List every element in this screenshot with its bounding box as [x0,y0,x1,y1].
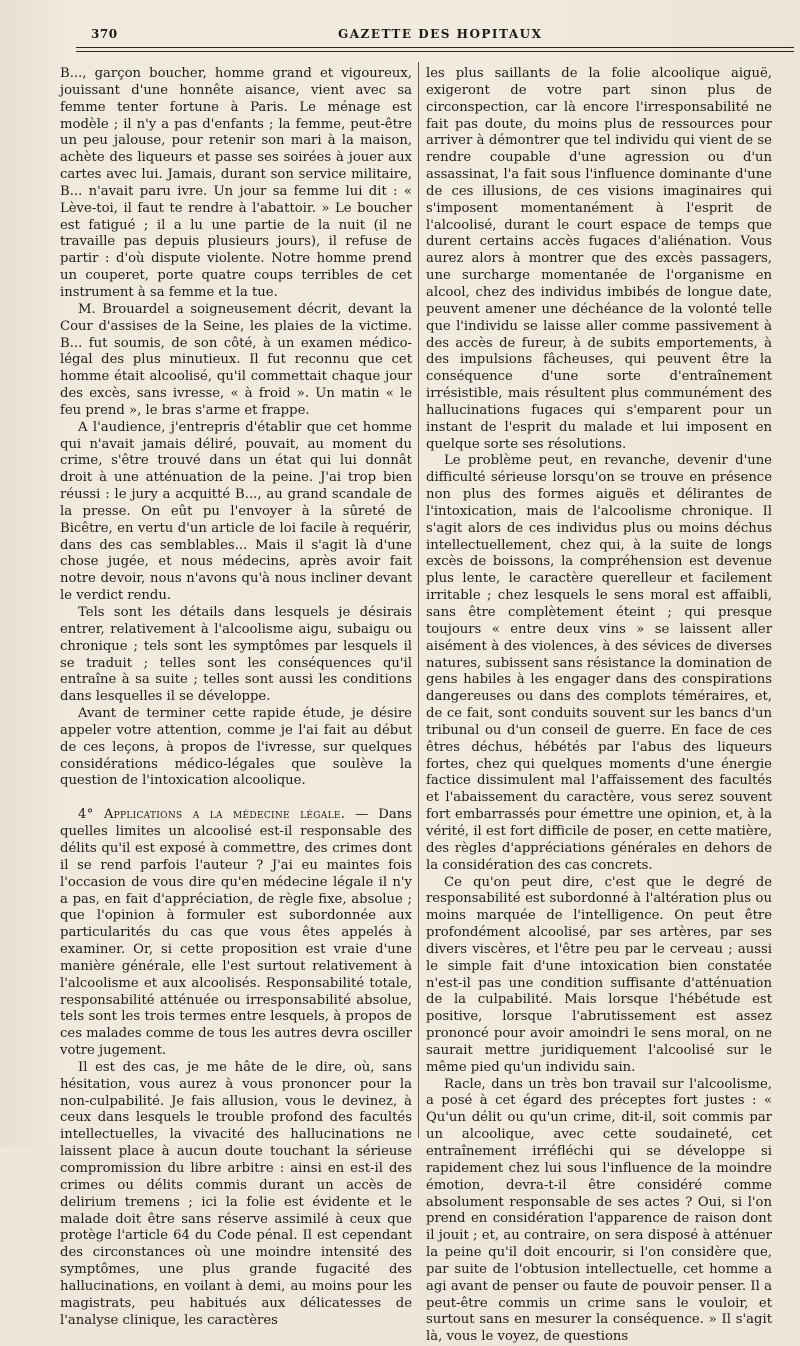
paragraph: Tels sont les détails dans lesquels je désirais entrer, relativement à l'alcoolisme aigu, subaigu ou chronique ; tels sont les symptômes par lesquels il se traduit ; telles sont les conséquences qu'il entraîne à sa suite ; telles sont aussi les conditions dans lesquelles il se développe. [60,605,412,705]
section-text: — Dans quelles limites un alcoolisé est-il responsable des délits qu'il est exposé à commettre, des crimes dont il se rend parfois l'auteur ? J'ai eu maintes fois l'occasion de vous dire qu'en médecine légale il n'y a pas, en fait d'appréciation, de règle fixe, absolue ; que l'opinion à formuler est subordonnée aux particularités du cas que vous êtes appelés à examiner. Or, si cette proposition est vraie d'une manière générale, elle l'est surtout relativement à l'alcoolisme et aux alcoolisés. Responsabilité totale, responsabilité atténuée ou irresponsabilité absolue, tels sont les trois termes entre lesquels, à propos de ces malades comme de tous les autres devra osciller votre jugement. [60,807,412,1059]
column-divider [418,62,419,1138]
paragraph: A l'audience, j'entrepris d'établir que cet homme qui n'avait jamais déliré, pouvait, au moment du crime, s'être trouvé dans un état qui lui donnât droit à une atténuation de la peine. J'ai trop bien réussi : le jury a acquitté B..., au grand scandale de la presse. On eût pu l'envoyer à la sûreté de Bicêtre, en vertu d'un article de loi facile à requérir, dans des cas semblables... Mais il s'agit là d'une chose jugée, et nous médecins, après avoir fait notre devoir, nous n'avons qu'à nous incliner devant le verdict rendu. [60,419,412,604]
paragraph: les plus saillants de la folie alcoolique aiguë, exigeront de votre part sinon plus de circonspection, car là encore l'irresponsabilité ne fait pas doute, du moins plus de ressources pour arriver à démontrer que tel individu qui vient de se rendre coupable d'une agression ou d'un assassinat, l'a fait sous l'influence dominante d'une de ces illusions, de ces visions imaginaires qui s'imposent momentanément à l'esprit de l'alcoolisé, durant le court espace de temps que durent certains accès fugaces d'aliénation. Vous aurez alors à montrer que des excès passagers, une surcharge momentanée de l'organisme en alcool, chez des individus imbibés de longue date, peuvent amener une déchéance de la volonté telle que l'individu se laisse aller comme passivement à des accès de fureur, à de subits emportements, à des impulsions fâcheuses, qui peuvent être la conséquence d'une sorte d'entraînement irrésistible, mais résultent plus communément des hallucinations fugaces qui s'emparent pour un instant de l'esprit du malade et lui imposent en quelque sorte ses résolutions. [426,66,772,452]
right-column [426,66,772,1346]
page-number: 370 [91,27,118,41]
page-header [76,24,794,48]
section-heading: 4° Applications a la médecine légale. [78,807,346,823]
paragraph: M. Brouardel a soigneusement décrit, devant la Cour d'assises de la Seine, les plaies de la victime. B... fut soumis, de son côté, à un examen médico-légal des plus minutieux. Il fut reconnu que cet homme était alcoolisé, qu'il commettait chaque jour des excès, sans ivresse, « à froid ». Un matin « le feu prend », le bras s'arme et frappe. [60,301,412,418]
paragraph: Avant de terminer cette rapide étude, je désire appeler votre attention, comme je l'ai fait au début de ces leçons, à propos de l'ivresse, sur quelques considérations médico-légales que soulève la question de l'intoxication alcoolique. [60,706,412,789]
paragraph: B..., garçon boucher, homme grand et vigoureux, jouissant d'une honnête aisance, vient avec sa femme tenter fortune à Paris. Le ménage est modèle ; il n'y a pas d'enfants ; la femme, peut-être un peu jalouse, pour retenir son mari à la maison, achète des liqueurs et passe ses soirées à jouer aux cartes avec lui. Jamais, durant son service militaire, B... n'avait paru ivre. Un jour sa femme lui dit : « Lève-toi, il faut te rendre à l'abattoir. » Le boucher est fatigué ; il a lu une partie de la nuit (il ne travaille pas depuis plusieurs jours), il refuse de partir : d'où dispute violente. Notre homme prend un couperet, porte quatre coups terribles de cet instrument à sa femme et la tue. [60,66,412,300]
section-paragraph [60,807,412,1060]
paragraph: Ce qu'on peut dire, c'est que le degré de responsabilité est subordonné à l'altération plus ou moins marquée de l'intelligence. On peut être profondément alcoolisé, par ses artères, par ses divers viscères, et l'être peu par le cerveau ; aussi le simple fait d'une intoxication bien constatée n'est-il pas une condition suffisante d'atténuation de la culpabilité. Mais lorsque l'hébétude est positive, lorsque l'abrutissement est assez prononcé pour avoir amoindri le sens moral, on ne saurait mettre juridiquement l'alcoolisé sur le même pied qu'un individu sain. [426,874,772,1075]
journal-title: GAZETTE DES HOPITAUX [338,27,543,41]
paragraph: Il est des cas, je me hâte de le dire, où, sans hésitation, vous aurez à vous prononcer pour la non-culpabilité. Je fais allusion, vous le devinez, à ceux dans lesquels le trouble profond des facultés intellectuelles, la vivacité des hallucinations ne laissent place à aucun doute touchant la sérieuse compromission du libre arbitre : ainsi en est-il des crimes ou délits commis durant un accès de delirium tremens ; ici la folie est évidente et le malade doit être sans réserve assimilé à ceux que protège l'article 64 du Code pénal. Il est cependant des circonstances où une moindre intensité des symptômes, une plus grande fugacité des hallucinations, en voilant à demi, au moins pour les magistrats, peu habitués aux délicatesses de l'analyse clinique, les caractères [60,1059,412,1328]
header-rule [76,47,794,48]
paragraph: Le problème peut, en revanche, devenir d'une difficulté sérieuse lorsqu'on se trouve en présence non plus des formes aiguës et délirantes de l'intoxication, mais de l'alcoolisme chronique. Il s'agit alors de ces individus plus ou moins déchus intellectuellement, chez qui, à la suite de longs excès de boissons, la compréhension est devenue plus lente, le caractère querelleur et facilement irritable ; chez lesquels le sens moral est affaibli, sans être complètement éteint ; qui presque toujours « entre deux vins » se laissent aller aisément à des violences, à des sévices de diverses natures, subissent sans résistance la domination de gens habiles à les engager dans des conspirations dangereuses ou dans des complots téméraires, et, de ce fait, sont conduits souvent sur les bancs d'un tribunal ou d'un conseil de guerre. En face de ces êtres déchus, hébétés par l'abus des liqueurs fortes, chez qui quelques moments d'une énergie factice dissimulent mal l'affaissement des facultés et l'abaissement du caractère, vous serez souvent fort embarrassés pour émettre une opinion, et, à la vérité, il est fort difficile de poser, en cette matière, des règles d'appréciations générales en dehors de la considération des cas concrets. [426,453,772,873]
header-rule-thin [76,51,794,52]
paragraph: Racle, dans un très bon travail sur l'alcoolisme, a posé à cet égard des préceptes fort justes : « Qu'un délit ou qu'un crime, dit-il, soit commis par un alcoolique, avec cette soudaineté, cet entraînement irréfléchi qui se développe si rapidement chez lui sous l'influence de la moindre émotion, devra-t-il être considéré comme absolument responsable de ses actes ? Oui, si l'on prend en considération l'apparence de raison dont il jouit ; et, au contraire, on sera disposé à atténuer la peine qu'il doit encourir, si l'on considère que, par suite de l'obtusion intellectuelle, cet homme a agi avant de penser ou faute de pouvoir penser. Il a peut-être commis un crime sans le vouloir, et surtout sans en mesurer la conséquence. » Il s'agit là, vous le voyez, de questions [426,1076,772,1345]
left-column [60,66,412,1329]
